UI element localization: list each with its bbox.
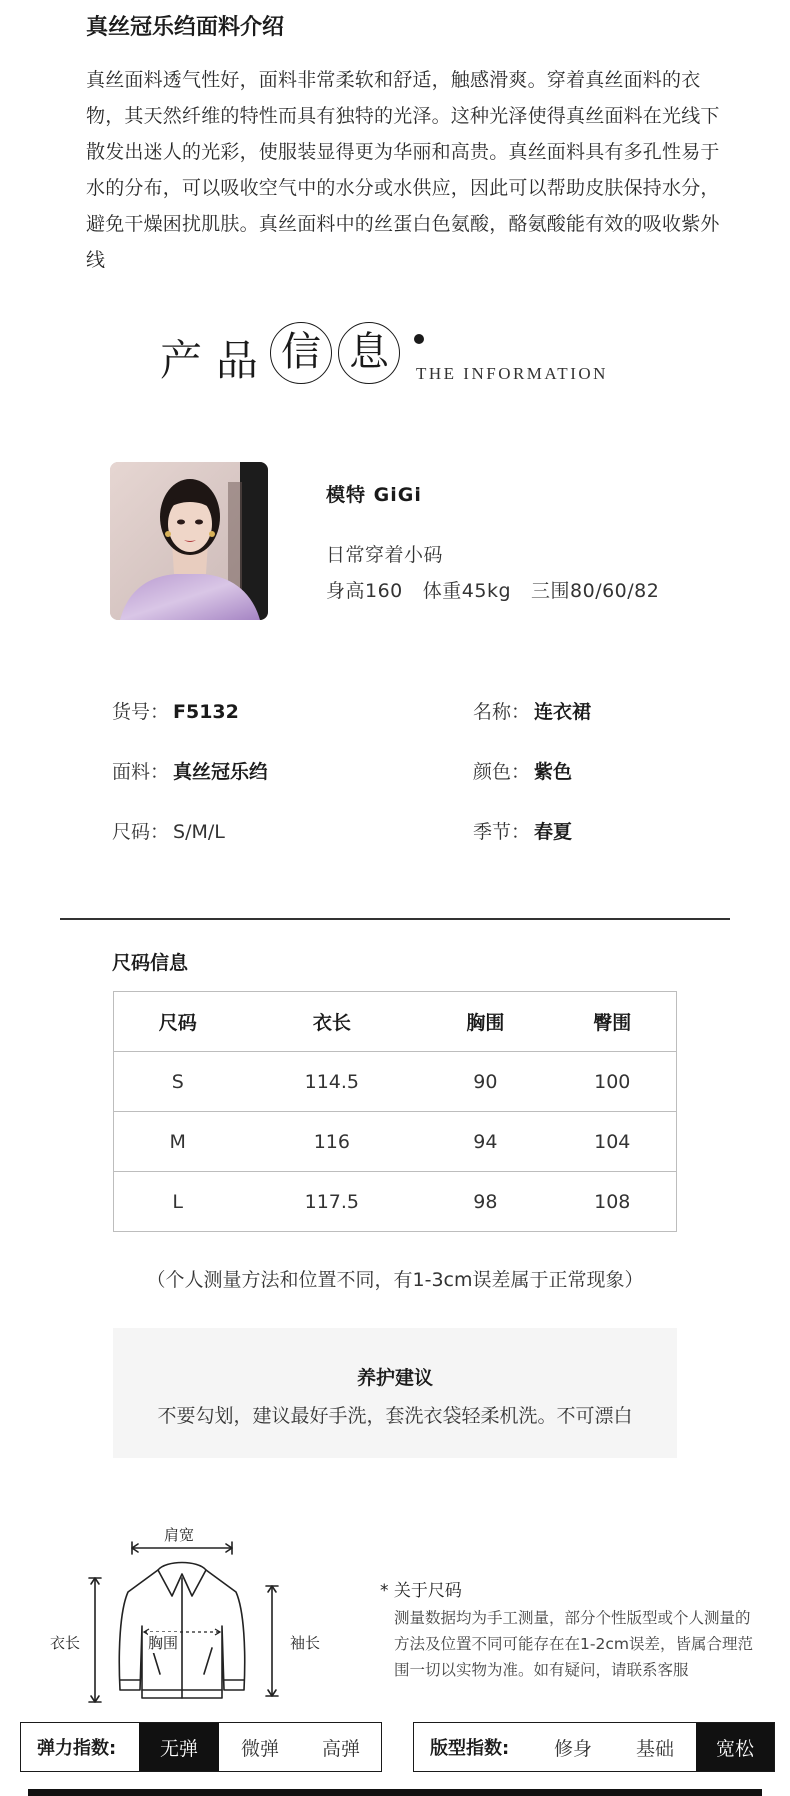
spec-season-value: 春夏 — [534, 821, 573, 843]
fit-option-regular: 基础 — [635, 1737, 674, 1760]
size-table-cell: 100 — [549, 1052, 677, 1112]
size-table-row — [114, 1112, 677, 1172]
elasticity-option-none: 无弹 — [139, 1723, 219, 1771]
heading-char-4-circled: 息 — [338, 322, 400, 384]
model-weight: 体重45kg — [422, 580, 512, 602]
measurement-diagram — [40, 1526, 340, 1720]
diagram-label-shoulder: 肩宽 — [164, 1526, 195, 1544]
size-table — [113, 991, 677, 1232]
spec-fabric-value: 真丝冠乐绉 — [173, 761, 269, 783]
heading-char-1: 产 — [160, 336, 203, 385]
size-table-header: 衣长 — [241, 992, 422, 1052]
fit-option-slim: 修身 — [553, 1737, 592, 1760]
heading-char-3-circled: 信 — [270, 322, 332, 384]
model-portrait-image — [110, 462, 268, 620]
fabric-intro-title: 真丝冠乐绉面料介绍 — [86, 15, 285, 40]
model-photo — [110, 462, 268, 620]
size-table-row — [114, 1172, 677, 1232]
spec-fabric — [112, 757, 268, 784]
spec-item-no-value: F5132 — [173, 701, 239, 723]
fit-label: 版型指数: — [430, 1738, 510, 1759]
model-name: 模特 GiGi — [326, 484, 422, 506]
size-measurement-note: （个人测量方法和位置不同，有1-3cm误差属于正常现象） — [146, 1269, 644, 1291]
size-table-cell: 116 — [241, 1112, 422, 1172]
spec-color — [473, 757, 572, 784]
size-table-cell: 117.5 — [241, 1172, 422, 1232]
bottom-divider-bar — [28, 1789, 762, 1796]
size-info-title: 尺码信息 — [112, 952, 189, 974]
model-stats — [326, 576, 659, 603]
diagram-label-length: 衣长 — [50, 1634, 81, 1652]
spec-size — [112, 817, 225, 844]
care-advice-box — [113, 1328, 677, 1458]
diagram-label-chest: 胸围 — [148, 1634, 179, 1652]
care-advice-text: 不要勾划，建议最好手洗，套洗衣袋轻柔机洗。不可漂白 — [157, 1405, 633, 1427]
size-table-cell: 98 — [422, 1172, 548, 1232]
size-table-header: 尺码 — [114, 992, 242, 1052]
elasticity-index — [20, 1722, 382, 1772]
spec-color-value: 紫色 — [534, 761, 573, 783]
size-table-cell: 104 — [549, 1112, 677, 1172]
spec-item-no — [112, 697, 239, 724]
fit-option-loose: 宽松 — [696, 1723, 774, 1771]
spec-color-label: 颜色： — [473, 761, 531, 783]
fabric-intro-description: 真丝面料透气性好，面料非常柔软和舒适，触感滑爽。穿着真丝面料的衣物，其天然纤维的特性而具有独特的光泽。这种光泽使得真丝面料在光线下散发出迷人的光彩，使服装显得更为华丽和高贵。真丝面料具有多孔性易于水的分布，可以吸收空气中的水分或水供应，因此可以帮助皮肤保持水分，避免干燥困扰肌肤。真丝面料中的丝蛋白色氨酸，酪氨酸能有效的吸收紫外线 — [86, 69, 720, 271]
spec-fabric-label: 面料： — [112, 761, 170, 783]
size-table-cell: 108 — [549, 1172, 677, 1232]
size-table-cell: L — [114, 1172, 242, 1232]
heading-dot — [414, 334, 424, 344]
about-size-title: * 关于尺码 — [380, 1581, 462, 1601]
garment-outline-icon — [40, 1530, 340, 1720]
model-size-note: 日常穿着小码 — [326, 544, 444, 566]
size-table-header: 臀围 — [549, 992, 677, 1052]
section-divider — [60, 918, 730, 920]
model-height: 身高160 — [326, 580, 403, 602]
spec-item-no-label: 货号： — [112, 701, 170, 723]
spec-season-label: 季节： — [473, 821, 531, 843]
size-table-cell: 94 — [422, 1112, 548, 1172]
elasticity-label: 弹力指数: — [37, 1738, 117, 1759]
spec-name-value: 连衣裙 — [534, 701, 592, 723]
size-table-header: 胸围 — [422, 992, 548, 1052]
size-table-row — [114, 1052, 677, 1112]
heading-char-2: 品 — [216, 336, 259, 385]
fit-index — [413, 1722, 775, 1772]
spec-size-value: S/M/L — [173, 821, 225, 843]
about-size-text: 测量数据均为手工测量，部分个性版型或个人测量的方法及位置不同可能存在在1-2cm误差，皆属合理范围一切以实物为准。如有疑问，请联系客服 — [394, 1609, 753, 1679]
spec-size-label: 尺码： — [112, 821, 170, 843]
spec-name — [473, 697, 591, 724]
size-table-cell: 114.5 — [241, 1052, 422, 1112]
spec-name-label: 名称： — [473, 701, 531, 723]
size-table-cell: 90 — [422, 1052, 548, 1112]
elasticity-option-high: 高弹 — [321, 1737, 360, 1760]
elasticity-option-slight: 微弹 — [240, 1737, 279, 1760]
size-table-cell: M — [114, 1112, 242, 1172]
diagram-label-sleeve: 袖长 — [290, 1634, 321, 1652]
spec-season — [473, 817, 572, 844]
size-table-header-row — [114, 992, 677, 1052]
care-advice-title: 养护建议 — [356, 1367, 433, 1389]
size-table-cell: S — [114, 1052, 242, 1112]
heading-english: THE INFORMATION — [416, 364, 608, 383]
model-measurements: 三围80/60/82 — [531, 580, 660, 602]
product-info-heading — [160, 322, 680, 394]
